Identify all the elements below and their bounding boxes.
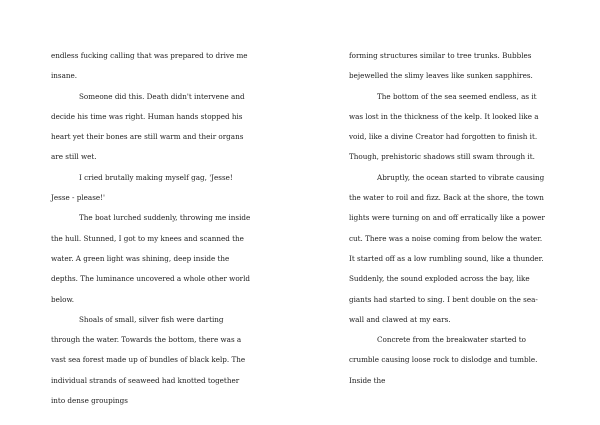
paragraph: endless fucking calling that was prepared to drive me insane. bbox=[51, 51, 248, 81]
right-page bbox=[349, 46, 549, 391]
paragraph: Someone did this. Death didn't intervene and decide his time was right. Human hands stopped his heart yet their bones are still warm and their organs are still wet. bbox=[51, 91, 245, 162]
paragraph: The bottom of the sea seemed endless, as it was lost in the thickness of the kelp. It looked like a void, like a divine Creator had forgotten to finish it. Though, prehistoric shadows still swam through it. bbox=[349, 91, 539, 162]
left-page bbox=[51, 46, 251, 411]
paragraph: forming structures similar to tree trunks. Bubbles bejewelled the slimy leaves like sunken sapphires. bbox=[349, 51, 533, 81]
paragraph: Concrete from the breakwater started to crumble causing loose rock to dislodge and tumble. Inside the bbox=[349, 335, 538, 385]
paragraph: I cried brutally making myself gag, 'Jesse! Jesse - please!' bbox=[51, 172, 233, 203]
paragraph: Shoals of small, silver fish were darting through the water. Towards the bottom, there was a vast sea forest made up of bundles of black kelp. The individual strands of seaweed had knotted together into dense groupings bbox=[51, 314, 246, 406]
paragraph: The boat lurched suddenly, throwing me inside the hull. Stunned, I got to my knees and scanned the water. A green light was shining, deep inside the depths. The luminance uncovered a whole other world below. bbox=[51, 213, 251, 304]
paragraph: Abruptly, the ocean started to vibrate causing the water to roil and fizz. Back at the shore, the town lights were turning on and off erratically like a power cut. There was a noise coming from below the water. It started off as a low rumbling sound, like a thunder. Suddenly, the sound exploded across the bay, like giants had started to sing. I bent double on the sea-wall and clawed at my ears. bbox=[349, 172, 545, 324]
